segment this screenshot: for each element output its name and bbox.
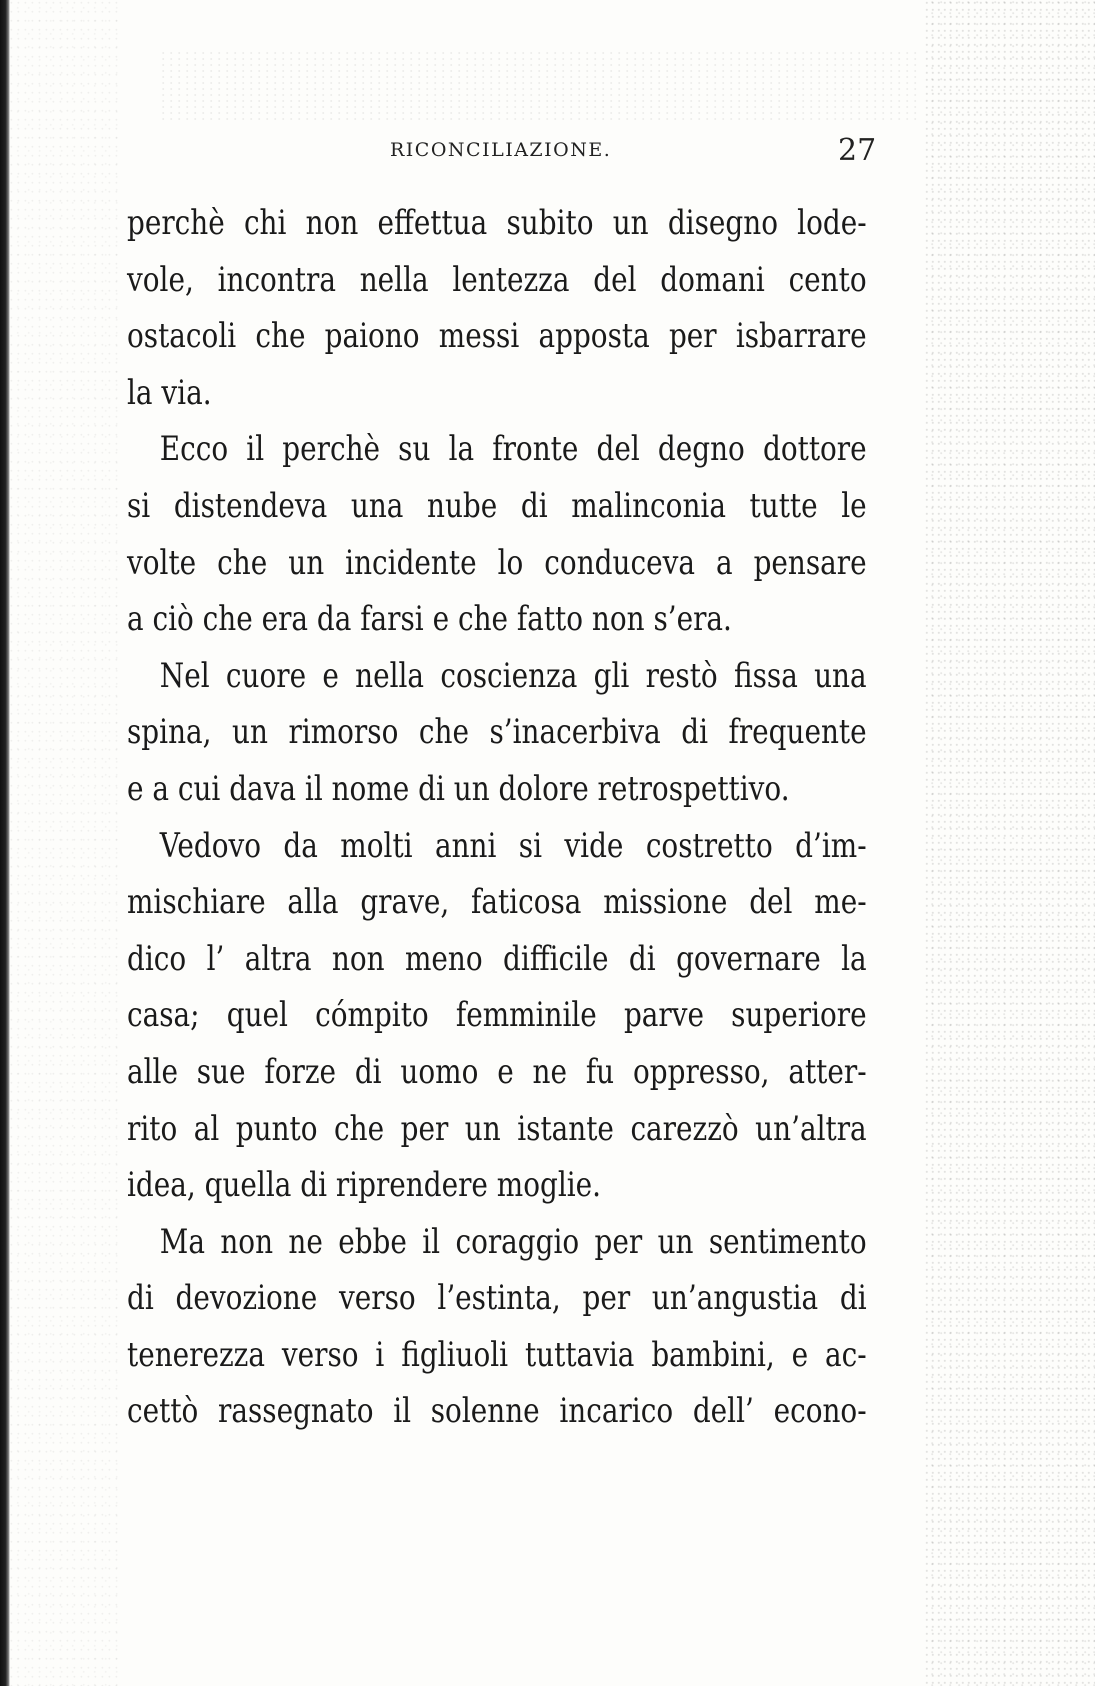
text-line: mischiare alla grave, faticosa missione del me- [127,882,867,923]
text-line: Ecco il perchè su la fronte del degno dottore [159,429,867,470]
text-line: rito al punto che per un istante carezzò un’altra [127,1108,867,1149]
binding-edge [0,0,10,1686]
text-line: di devozione verso l’estinta, per un’angustia di [127,1278,867,1319]
text-line: Nel cuore e nella coscienza gli restò fissa una [159,655,867,696]
body-text [127,195,867,1440]
text-line: alle sue forze di uomo e ne fu oppresso, atter- [127,1051,867,1092]
text-line: a ciò che era da farsi e che fatto non s’era. [127,599,732,640]
page-header [0,135,1095,175]
text-line: si distendeva una nube di malinconia tutte le [127,485,867,526]
scan-noise-left [10,0,120,1686]
text-line: dico l’ altra non meno difficile di governare la [127,938,867,979]
text-line: tenerezza verso i figliuoli tuttavia bambini, e ac- [127,1334,867,1375]
text-line: ostacoli che paiono messi apposta per isbarrare [127,316,867,357]
page-number: 27 [838,133,877,168]
scan-noise-top [160,50,920,120]
text-line: casa; quel cómpito femminile parve superiore [127,995,867,1036]
text-line: Vedovo da molti anni si vide costretto d’im- [159,825,867,866]
text-line: spina, un rimorso che s’inacerbiva di frequente [127,712,867,753]
text-line: vole, incontra nella lentezza del domani cento [127,259,867,300]
text-line: volte che un incidente lo conduceva a pensare [127,542,867,583]
text-line: perchè chi non effettua subito un disegno lode- [127,203,867,243]
text-line: cettò rassegnato il solenne incarico dell’ econo- [127,1391,867,1432]
scan-noise-right [925,0,1095,1686]
text-line: la via. [127,372,212,413]
text-line: Ma non ne ebbe il coraggio per un sentimento [159,1221,867,1262]
text-line: e a cui dava il nome di un dolore retrospettivo. [127,768,790,809]
text-line: idea, quella di riprendere moglie. [127,1165,602,1206]
running-head: RICONCILIAZIONE. [390,139,612,161]
